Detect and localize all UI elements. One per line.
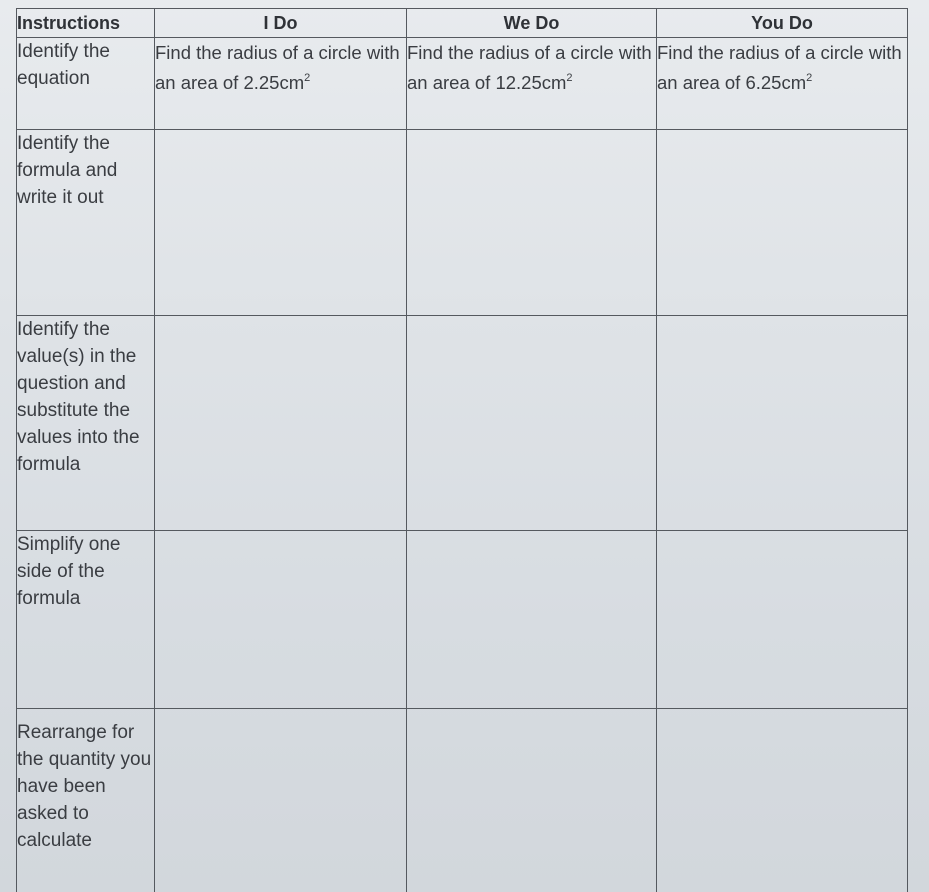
- question-you-do: [657, 38, 908, 130]
- header-you-do: You Do: [657, 9, 908, 38]
- step-row-1: [17, 38, 908, 130]
- question-we-do: [407, 38, 657, 130]
- step-row-4: [17, 531, 908, 709]
- header-row: [17, 9, 908, 38]
- worksheet-table: [16, 8, 908, 892]
- question-we-do-superscript: 2: [566, 71, 573, 84]
- step-label-2: Identify the formula and write it out: [17, 130, 155, 316]
- answer-cell-we-do-5[interactable]: [407, 709, 657, 892]
- answer-cell-you-do-5[interactable]: [657, 709, 908, 892]
- answer-cell-you-do-2[interactable]: [657, 130, 908, 316]
- question-i-do-superscript: 2: [304, 71, 311, 84]
- step-label-4: Simplify one side of the formula: [17, 531, 155, 709]
- answer-cell-i-do-5[interactable]: [155, 709, 407, 892]
- header-i-do: I Do: [155, 9, 407, 38]
- answer-cell-we-do-4[interactable]: [407, 531, 657, 709]
- header-instructions: Instructions: [17, 9, 155, 38]
- answer-cell-we-do-3[interactable]: [407, 316, 657, 531]
- answer-cell-you-do-4[interactable]: [657, 531, 908, 709]
- step-label-5: Rearrange for the quantity you have been asked to calculate: [17, 709, 155, 892]
- step-label-3: Identify the value(s) in the question and substitute the values into the formula: [17, 316, 155, 531]
- question-i-do: [155, 38, 407, 130]
- answer-cell-we-do-2[interactable]: [407, 130, 657, 316]
- step-row-5: [17, 709, 908, 892]
- header-we-do: We Do: [407, 9, 657, 38]
- answer-cell-i-do-3[interactable]: [155, 316, 407, 531]
- step-row-2: [17, 130, 908, 316]
- question-you-do-text: Find the radius of a circle with an area of 6.25cm: [657, 42, 902, 93]
- step-label-1: Identify the equation: [17, 38, 155, 130]
- question-i-do-text: Find the radius of a circle with an area of 2.25cm: [155, 42, 400, 93]
- answer-cell-i-do-4[interactable]: [155, 531, 407, 709]
- step-row-3: [17, 316, 908, 531]
- answer-cell-i-do-2[interactable]: [155, 130, 407, 316]
- question-you-do-superscript: 2: [806, 71, 813, 84]
- question-we-do-text: Find the radius of a circle with an area of 12.25cm: [407, 42, 652, 93]
- answer-cell-you-do-3[interactable]: [657, 316, 908, 531]
